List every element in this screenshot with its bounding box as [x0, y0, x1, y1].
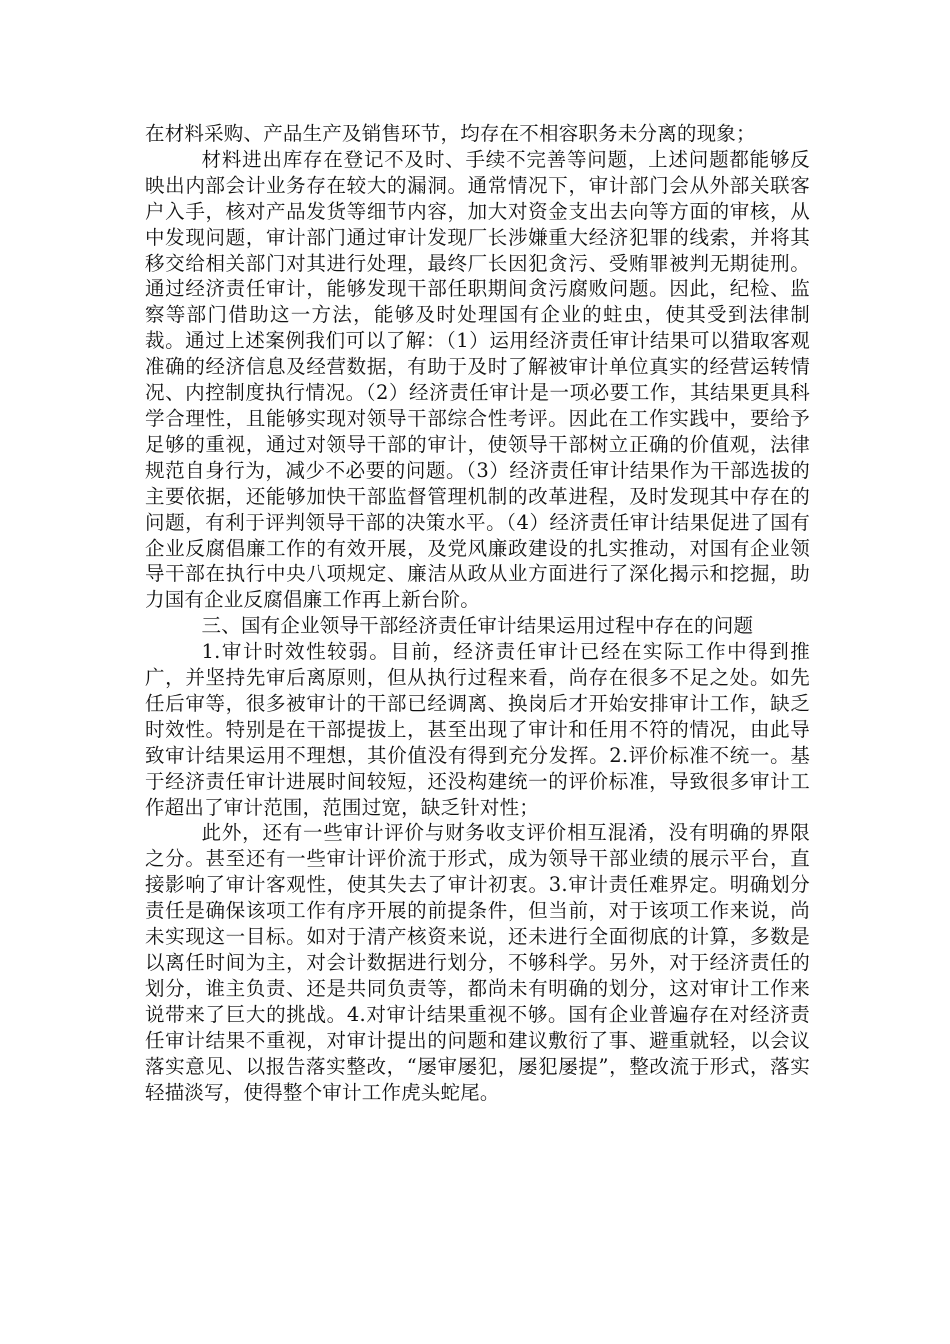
document-body — [145, 121, 810, 1105]
paragraph-continuation: 在材料采购、产品生产及销售环节，均存在不相容职务未分离的现象； — [145, 122, 756, 145]
paragraph-problems-3-4: 此外，还有一些审计评价与财务收支评价相互混淆，没有明确的界限之分。甚至还有一些审计评价流于形式，成为领导干部业绩的展示平台，直接影响了审计客观性，使其失去了审计初衷。3.审计责任难界定。明确划分责任是确保该项工作有序开展的前提条件，但当前，对于该项工作来说，尚未实现这一目标。如对于清产核资来说，还未进行全面彻底的计算，多数是以离任时间为主，对会计数据进行划分，不够科学。另外，对于经济责任的划分，谁主负责、还是共同负责等，都尚未有明确的划分，这对审计工作来说带来了巨大的挑战。4.对审计结果重视不够。国有企业普遍存在对经济责任审计结果不重视，对审计提出的问题和建议敷衍了事、避重就轻，以会议落实意见、以报告落实整改，“屡审屡犯，屡犯屡提”，整改流于形式，落实轻描淡写，使得整个审计工作虎头蛇尾。 — [145, 821, 810, 1104]
paragraph-audit-case: 材料进出库存在登记不及时、手续不完善等问题，上述问题都能够反映出内部会计业务存在较大的漏洞。通常情况下，审计部门会从外部关联客户入手，核对产品发货等细节内容，加大对资金支出去向等方面的审核，从中发现问题，审计部门通过审计发现厂长涉嫌重大经济犯罪的线索，并将其移交给相关部门对其进行处理，最终厂长因犯贪污、受贿罪被判无期徒刑。通过经济责任审计，能够发现干部任职期间贪污腐败问题。因此，纪检、监察等部门借助这一方法，能够及时处理国有企业的蛀虫，使其受到法律制裁。通过上述案例我们可以了解：（1）运用经济责任审计结果可以猎取客观准确的经济信息及经营数据，有助于及时了解被审计单位真实的经营运转情况、内控制度执行情况。（2）经济责任审计是一项必要工作，其结果更具科学合理性，且能够实现对领导干部综合性考评。因此在工作实践中，要给予足够的重视，通过对领导干部的审计，使领导干部树立正确的价值观，法律规范自身行为，减少不必要的问题。（3）经济责任审计结果作为干部选拔的主要依据，还能够加快干部监督管理机制的改革进程，及时发现其中存在的问题，有利于评判领导干部的决策水平。（4）经济责任审计结果促进了国有企业反腐倡廉工作的有效开展，及党风廉政建设的扎实推动，对国有企业领导干部在执行中央八项规定、廉洁从政从业方面进行了深化揭示和挖掘，助力国有企业反腐倡廉工作再上新台阶。 — [145, 147, 810, 612]
section-heading-problems: 三、国有企业领导干部经济责任审计结果运用过程中存在的问题 — [201, 614, 754, 638]
paragraph-problems-1-2: 1.审计时效性较弱。目前，经济责任审计已经在实际工作中得到推广，并坚持先审后离原则，但从执行过程来看，尚存在很多不足之处。如先任后审等，很多被审计的干部已经调离、换岗后才开始安排审计工作，缺乏时效性。特别是在干部提拔上，甚至出现了审计和任用不符的情况，由此导致审计结果运用不理想，其价值没有得到充分发挥。2.评价标准不统一。基于经济责任审计进展时间较短，还没构建统一的评价标准，导致很多审计工作超出了审计范围，范围过宽，缺乏针对性； — [145, 640, 810, 819]
